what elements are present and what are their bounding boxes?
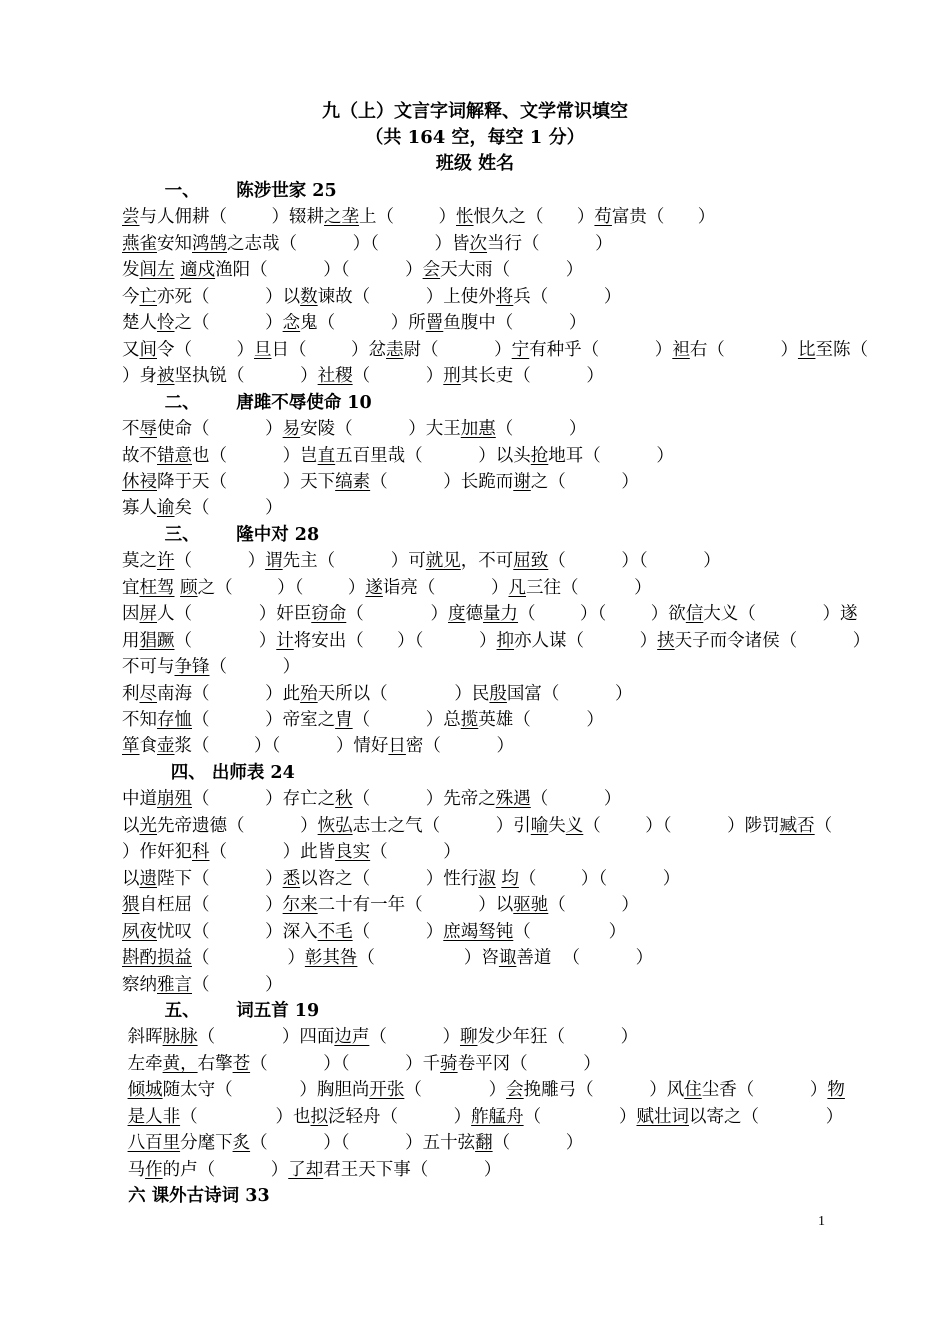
underlined-term: 脉脉 xyxy=(162,1027,198,1048)
line-text: 英雄（ ） xyxy=(478,710,604,730)
line-text: 发少年狂（ ） xyxy=(477,1027,639,1048)
line-text: （ ）先帝之 xyxy=(352,789,496,810)
underlined-term: 怅 xyxy=(456,207,474,228)
underlined-term: 屏 xyxy=(139,604,157,625)
underlined-term: 闾左 xyxy=(139,260,175,281)
line-text: 使命（ ） xyxy=(157,419,283,440)
exercise-line xyxy=(122,443,674,470)
exercise-line xyxy=(122,310,586,337)
underlined-term: 枉驾 xyxy=(139,577,175,598)
line-text: （ ） xyxy=(404,1080,507,1101)
underlined-term: 义 xyxy=(565,815,584,836)
line-text: 以 xyxy=(122,868,140,889)
section-heading xyxy=(122,522,319,549)
line-text: 以 xyxy=(122,815,140,836)
underlined-term: 信 xyxy=(685,604,704,625)
underlined-term: 殷 xyxy=(489,683,507,704)
line-text: 右（ ） xyxy=(689,339,798,360)
line-text: 坚执锐（ ） xyxy=(174,366,318,387)
page-number: 1 xyxy=(818,1214,825,1229)
underlined-term: 黄， xyxy=(162,1053,198,1074)
underlined-term: 均 xyxy=(501,868,519,889)
line-text: 君王天下事（ ） xyxy=(323,1159,502,1180)
line-text: 至陈（ xyxy=(815,339,868,360)
exercise-line xyxy=(122,231,613,258)
underlined-term: 恢弘 xyxy=(317,815,353,836)
line-text: 诣亮（ ） xyxy=(382,577,509,598)
underlined-term: 燕雀 xyxy=(122,233,157,254)
line-text: 天大雨（ ） xyxy=(440,260,584,281)
line-text: 不 xyxy=(122,419,140,440)
underlined-term: 开张 xyxy=(369,1080,405,1101)
underlined-term: 鸿鹄 xyxy=(192,233,227,254)
underlined-term: 住 xyxy=(684,1080,702,1101)
underlined-term: 猖蹶 xyxy=(139,630,175,651)
exercise-line xyxy=(122,972,283,999)
line-text: 之（ ） xyxy=(530,471,639,492)
exercise-line xyxy=(122,707,604,734)
line-text: 安知 xyxy=(157,233,192,254)
underlined-term: 间 xyxy=(139,339,157,360)
line-text: （ ） xyxy=(174,630,277,651)
line-text: （ ）（ ）五十弦 xyxy=(250,1133,476,1154)
line-text: 察纳 xyxy=(122,974,157,995)
line-text: （ ）（ ） xyxy=(548,551,721,572)
underlined-term: 倾城 xyxy=(127,1080,163,1101)
line-text: 天子而令诸侯（ ） xyxy=(674,630,871,651)
line-text: 也（ ）岂 xyxy=(192,445,318,466)
line-text: 失 xyxy=(548,815,566,836)
section-heading xyxy=(122,390,372,417)
underlined-term: 直 xyxy=(317,445,336,466)
line-text: （ ）（ ）陟罚 xyxy=(583,815,780,836)
exercise-line xyxy=(122,548,721,575)
underlined-term: 怜 xyxy=(157,313,175,334)
line-text: 中道 xyxy=(122,789,157,810)
underlined-term: 存恤 xyxy=(157,710,192,730)
underlined-term: 作 xyxy=(145,1159,163,1180)
exercise-line xyxy=(122,866,680,893)
underlined-term: 翻 xyxy=(475,1133,493,1154)
line-text: 卷平冈（ ） xyxy=(457,1053,601,1074)
exercise-line xyxy=(122,1104,843,1131)
underlined-term: 恚 xyxy=(386,339,404,360)
underlined-term: 休祲 xyxy=(122,471,157,492)
exercise-line xyxy=(122,416,586,443)
underlined-term: 適戍 xyxy=(180,260,216,281)
line-text: 楚人 xyxy=(122,313,157,334)
underlined-term: 袒 xyxy=(672,339,690,360)
line-text: （ ）（ ） xyxy=(518,868,681,889)
line-text: 不知 xyxy=(122,710,157,730)
underlined-term: 悉 xyxy=(282,868,301,889)
underlined-term: 殆 xyxy=(300,683,318,704)
exercise-line xyxy=(122,204,715,231)
underlined-term: 驱驰 xyxy=(513,895,549,916)
underlined-term: 念 xyxy=(282,313,301,334)
line-text: 之（ ） xyxy=(174,313,283,334)
underlined-term: 胄 xyxy=(335,710,353,730)
line-text: 以寄之（ ） xyxy=(689,1106,844,1127)
underlined-term: 错意 xyxy=(157,445,192,466)
line-text: 国富（ ） xyxy=(506,683,633,704)
exercise-line xyxy=(122,1077,845,1104)
line-text: （ xyxy=(814,815,833,836)
line-text: 恨久之（ ） xyxy=(473,207,595,228)
line-text: （ ）存亡之 xyxy=(192,789,336,810)
underlined-term: 骑 xyxy=(440,1053,458,1074)
line-text: 五百里哉（ ）以头 xyxy=(335,445,531,466)
line-text: 斜晖 xyxy=(122,1027,163,1048)
exercise-line xyxy=(122,919,626,946)
underlined-term: 臧否 xyxy=(779,815,815,836)
underlined-term: 是人非 xyxy=(127,1106,181,1127)
line-text: ，不可 xyxy=(460,551,514,572)
underlined-term: 罾 xyxy=(425,313,444,334)
line-text: （ ） xyxy=(352,366,444,387)
exercise-line xyxy=(122,284,621,311)
section-heading xyxy=(122,178,337,205)
underlined-term: 凡 xyxy=(508,577,526,598)
line-text: （ ） xyxy=(492,1133,584,1154)
underlined-term: 辱 xyxy=(139,419,157,440)
underlined-term: 抑 xyxy=(496,630,515,651)
line-text: 谏故（ ）上使外 xyxy=(317,286,496,307)
line-text: 渔阳（ ）（ ） xyxy=(215,260,423,281)
underlined-term: 亡 xyxy=(139,286,157,307)
underlined-term: 彰其咎 xyxy=(304,948,358,969)
line-text: 安陵（ ）大王 xyxy=(300,419,461,440)
page-title: 九（上）文言字词解释、文学常识填空 xyxy=(322,101,628,122)
line-text: 鬼（ ）所 xyxy=(300,313,426,334)
underlined-term: 斟酌损益 xyxy=(122,948,192,969)
line-text: 鱼腹中（ ） xyxy=(443,313,587,334)
underlined-term: 雅言 xyxy=(157,974,192,995)
line-text: 其长吏（ ） xyxy=(460,366,604,387)
line-text: （ ） xyxy=(174,551,266,572)
line-text: （ ）（ ）千 xyxy=(250,1053,441,1074)
underlined-term: 尽 xyxy=(139,683,157,704)
line-text: 尘香（ ） xyxy=(701,1080,828,1101)
exercise-line xyxy=(122,839,461,866)
underlined-term: 计 xyxy=(276,630,294,651)
exercise-line xyxy=(122,1130,583,1157)
underlined-term: 将 xyxy=(495,286,514,307)
line-text: 故不 xyxy=(122,445,157,466)
line-text: 将安出（ ）（ ） xyxy=(293,630,497,651)
line-text: 三往（ ） xyxy=(525,577,652,598)
underlined-term: 拟 xyxy=(310,1106,328,1127)
underlined-term: 旦 xyxy=(254,339,272,360)
underlined-term: 苟 xyxy=(594,207,612,228)
underlined-term: 屈致 xyxy=(513,551,549,572)
page-subtitle: （共 164 空，每空 1 分） xyxy=(365,127,585,148)
line-text: 今 xyxy=(122,286,140,307)
underlined-term: 揽 xyxy=(460,710,479,730)
exercise-line xyxy=(122,1051,601,1078)
underlined-term: 聊 xyxy=(459,1027,478,1048)
line-text: 先帝遗德（ ） xyxy=(157,815,318,836)
line-text: 以咨之（ ）性行 xyxy=(300,868,479,889)
line-text: 与人佣耕（ ）辍耕 xyxy=(139,207,325,228)
exercise-line xyxy=(122,654,300,681)
underlined-term: 之垄 xyxy=(324,207,360,228)
underlined-term: 不毛 xyxy=(317,921,353,942)
exercise-line xyxy=(122,495,283,522)
line-text: （ ） xyxy=(495,419,587,440)
underlined-term: 殊遇 xyxy=(495,789,531,810)
line-text: （ ）咨 xyxy=(357,948,499,969)
line-text: 利 xyxy=(122,683,140,704)
underlined-term: 物 xyxy=(827,1080,845,1101)
line-text: 亦人谋（ ） xyxy=(514,630,658,651)
underlined-term: 喻 xyxy=(530,815,549,836)
line-text: 泛轻舟（ ） xyxy=(327,1106,472,1127)
underlined-term: 光 xyxy=(139,815,157,836)
underlined-term: 边声 xyxy=(334,1027,370,1048)
line-text: 寡人 xyxy=(122,498,157,519)
line-text: 矣（ ） xyxy=(174,498,283,519)
line-text: （ ）四面 xyxy=(197,1027,335,1048)
underlined-term: 会 xyxy=(422,260,441,281)
line-text: 人（ ）奸臣 xyxy=(157,604,312,625)
underlined-term: 许 xyxy=(157,551,175,572)
line-text: 之志哉（ ）（ ）皆 xyxy=(227,233,470,254)
underlined-term: 壶 xyxy=(157,736,175,757)
underlined-term: 尝 xyxy=(122,207,140,228)
underlined-term: 淑 xyxy=(478,868,496,889)
line-text: （ ）帝室之 xyxy=(192,710,336,730)
line-text: 三、 隆中对 28 xyxy=(122,524,320,545)
line-text: 亦死（ ）以 xyxy=(157,286,301,307)
line-text: （ ） xyxy=(513,921,627,942)
underlined-term: 舴艋舟 xyxy=(471,1106,524,1127)
underlined-term: 就见 xyxy=(425,551,461,572)
line-text: 志士之气（ ）引 xyxy=(352,815,531,836)
line-text: 六 课外古诗词 33 xyxy=(122,1186,270,1207)
exercise-line xyxy=(122,681,633,708)
line-text: （ ） xyxy=(530,789,622,810)
exercise-line xyxy=(122,892,639,919)
exercise-line xyxy=(122,363,604,390)
line-text: 右擎 xyxy=(197,1053,233,1074)
exercise-line xyxy=(122,945,653,972)
line-text: 德 xyxy=(465,604,484,625)
line-text: （ ）总 xyxy=(352,710,461,730)
line-text: （ ） xyxy=(346,604,449,625)
class-name-line: 班级 姓名 xyxy=(435,153,515,174)
line-text: 有种乎（ ） xyxy=(529,339,673,360)
underlined-term: 度 xyxy=(448,604,466,625)
line-text: 兵（ ） xyxy=(513,286,622,307)
underlined-term: 挟 xyxy=(657,630,675,651)
line-text: 左牵 xyxy=(122,1053,163,1074)
underlined-term: 诹 xyxy=(498,948,517,969)
underlined-term: 会 xyxy=(506,1080,524,1101)
line-text: 南海（ ）此 xyxy=(157,683,301,704)
line-text: 善道 （ ） xyxy=(516,948,654,969)
underlined-term: 谕 xyxy=(157,498,175,519)
line-text: 富贵（ ） xyxy=(611,207,716,228)
underlined-term: 夙夜 xyxy=(122,921,157,942)
underlined-term: 顾 xyxy=(180,577,198,598)
line-text: 又 xyxy=(122,339,140,360)
line-text: 大义（ ）遂 xyxy=(703,604,858,625)
line-text: 莫之 xyxy=(122,551,157,572)
underlined-term: 庶竭驽钝 xyxy=(443,921,514,942)
line-text: 食 xyxy=(139,736,157,757)
underlined-term: 了却 xyxy=(288,1159,324,1180)
underlined-term: 赋壮词 xyxy=(636,1106,689,1127)
line-text: 上（ ） xyxy=(359,207,457,228)
underlined-term: 科 xyxy=(192,842,210,863)
line-text: （ ） xyxy=(369,1027,460,1048)
line-text: 五、 词五首 19 xyxy=(122,1000,320,1021)
line-text: 降于天（ ）天下 xyxy=(157,471,336,492)
line-text: 马 xyxy=(122,1159,146,1180)
underlined-term: 争锋 xyxy=(174,657,210,678)
underlined-term: 加惠 xyxy=(460,419,496,440)
line-text: （ ） xyxy=(370,842,461,863)
exercise-line xyxy=(122,813,832,840)
line-text: 之（ ）（ ） xyxy=(197,577,366,598)
line-text: 挽雕弓（ ）风 xyxy=(523,1080,685,1101)
exercise-line xyxy=(122,469,639,496)
line-text: 用 xyxy=(122,630,140,651)
underlined-term: 苍 xyxy=(232,1053,251,1074)
line-text: 自枉屈（ ） xyxy=(139,895,283,916)
line-text: 密（ ） xyxy=(405,736,515,757)
underlined-term: 箪 xyxy=(122,736,140,757)
line-text: 发 xyxy=(122,260,140,281)
line-text: （ ） xyxy=(192,948,305,969)
underlined-term: 缟素 xyxy=(335,471,371,492)
line-text: 因 xyxy=(122,604,140,625)
line-text: 天所以（ ）民 xyxy=(317,683,490,704)
exercise-line xyxy=(122,337,868,364)
section-heading xyxy=(122,760,295,787)
line-text: 宜 xyxy=(122,577,140,598)
underlined-term: 被 xyxy=(157,366,175,387)
section-heading xyxy=(122,998,319,1025)
line-text: 二十有一年（ ）以 xyxy=(317,895,514,916)
underlined-term: 良实 xyxy=(335,842,371,863)
underlined-term: 数 xyxy=(300,286,318,307)
line-text: 一、 陈涉世家 25 xyxy=(122,181,337,201)
underlined-term: 尔来 xyxy=(282,895,318,916)
exercise-line xyxy=(122,733,514,760)
exercise-line xyxy=(122,1157,501,1184)
underlined-term: 窃命 xyxy=(311,604,347,625)
underlined-term: 谓 xyxy=(265,551,283,572)
exercise-line xyxy=(122,601,858,628)
line-text: 不可与 xyxy=(122,657,175,678)
underlined-term: 社稷 xyxy=(317,366,353,387)
line-text: 地耳（ ） xyxy=(548,445,674,466)
underlined-term: 秋 xyxy=(335,789,353,810)
exercise-line xyxy=(122,628,870,655)
line-text: 二、 唐雎不辱使命 10 xyxy=(122,392,372,413)
underlined-term: 遗 xyxy=(139,868,157,889)
line-text: 日（ ）忿 xyxy=(271,339,387,360)
line-text: （ ）（ ）欲 xyxy=(518,604,686,625)
section-heading xyxy=(122,1183,270,1210)
line-text: 令（ ） xyxy=(157,339,255,360)
line-text: 分麾下 xyxy=(180,1133,233,1154)
exercise-line xyxy=(122,257,583,284)
underlined-term: 炙 xyxy=(232,1133,251,1154)
line-text: 四、 出师表 24 xyxy=(122,762,295,783)
exercise-line xyxy=(122,1024,638,1051)
line-text: （ ） xyxy=(192,974,283,995)
line-text: （ ）也 xyxy=(180,1106,311,1127)
line-text: （ ） xyxy=(352,921,444,942)
underlined-term: 宁 xyxy=(511,339,530,360)
underlined-term: 谢 xyxy=(513,471,531,492)
line-text: （ ） xyxy=(209,657,301,678)
line-text: 尉（ ） xyxy=(403,339,512,360)
underlined-term: 比 xyxy=(797,339,816,360)
underlined-term: 刑 xyxy=(443,366,461,387)
exercise-line xyxy=(122,786,621,813)
underlined-term: 日 xyxy=(388,736,406,757)
line-text: 陛下（ ） xyxy=(157,868,283,889)
underlined-term: 遂 xyxy=(365,577,383,598)
line-text: 的卢（ ） xyxy=(162,1159,289,1180)
line-text: （ ） xyxy=(548,895,639,916)
underlined-term: 易 xyxy=(282,419,301,440)
line-text: 当行（ ） xyxy=(487,233,613,254)
line-text: 先主（ ）可 xyxy=(282,551,426,572)
line-text: ）身 xyxy=(122,366,157,387)
line-text: （ ）此皆 xyxy=(209,842,336,863)
line-text: 随太守（ ）胸胆尚 xyxy=(162,1080,370,1101)
line-text: 浆（ ）（ ）情好 xyxy=(174,736,389,757)
underlined-term: 次 xyxy=(469,233,488,254)
underlined-term: 八百里 xyxy=(127,1133,181,1154)
line-text: （ ） xyxy=(523,1106,637,1127)
underlined-term: 量力 xyxy=(483,604,519,625)
underlined-term: 抢 xyxy=(530,445,549,466)
line-text: 忧叹（ ）深入 xyxy=(157,921,318,942)
underlined-term: 猥 xyxy=(122,895,140,916)
line-text: ）作奸犯 xyxy=(122,842,192,863)
line-text: （ ）长跪而 xyxy=(370,471,514,492)
exercise-line xyxy=(122,575,652,602)
underlined-term: 崩殂 xyxy=(157,789,192,810)
